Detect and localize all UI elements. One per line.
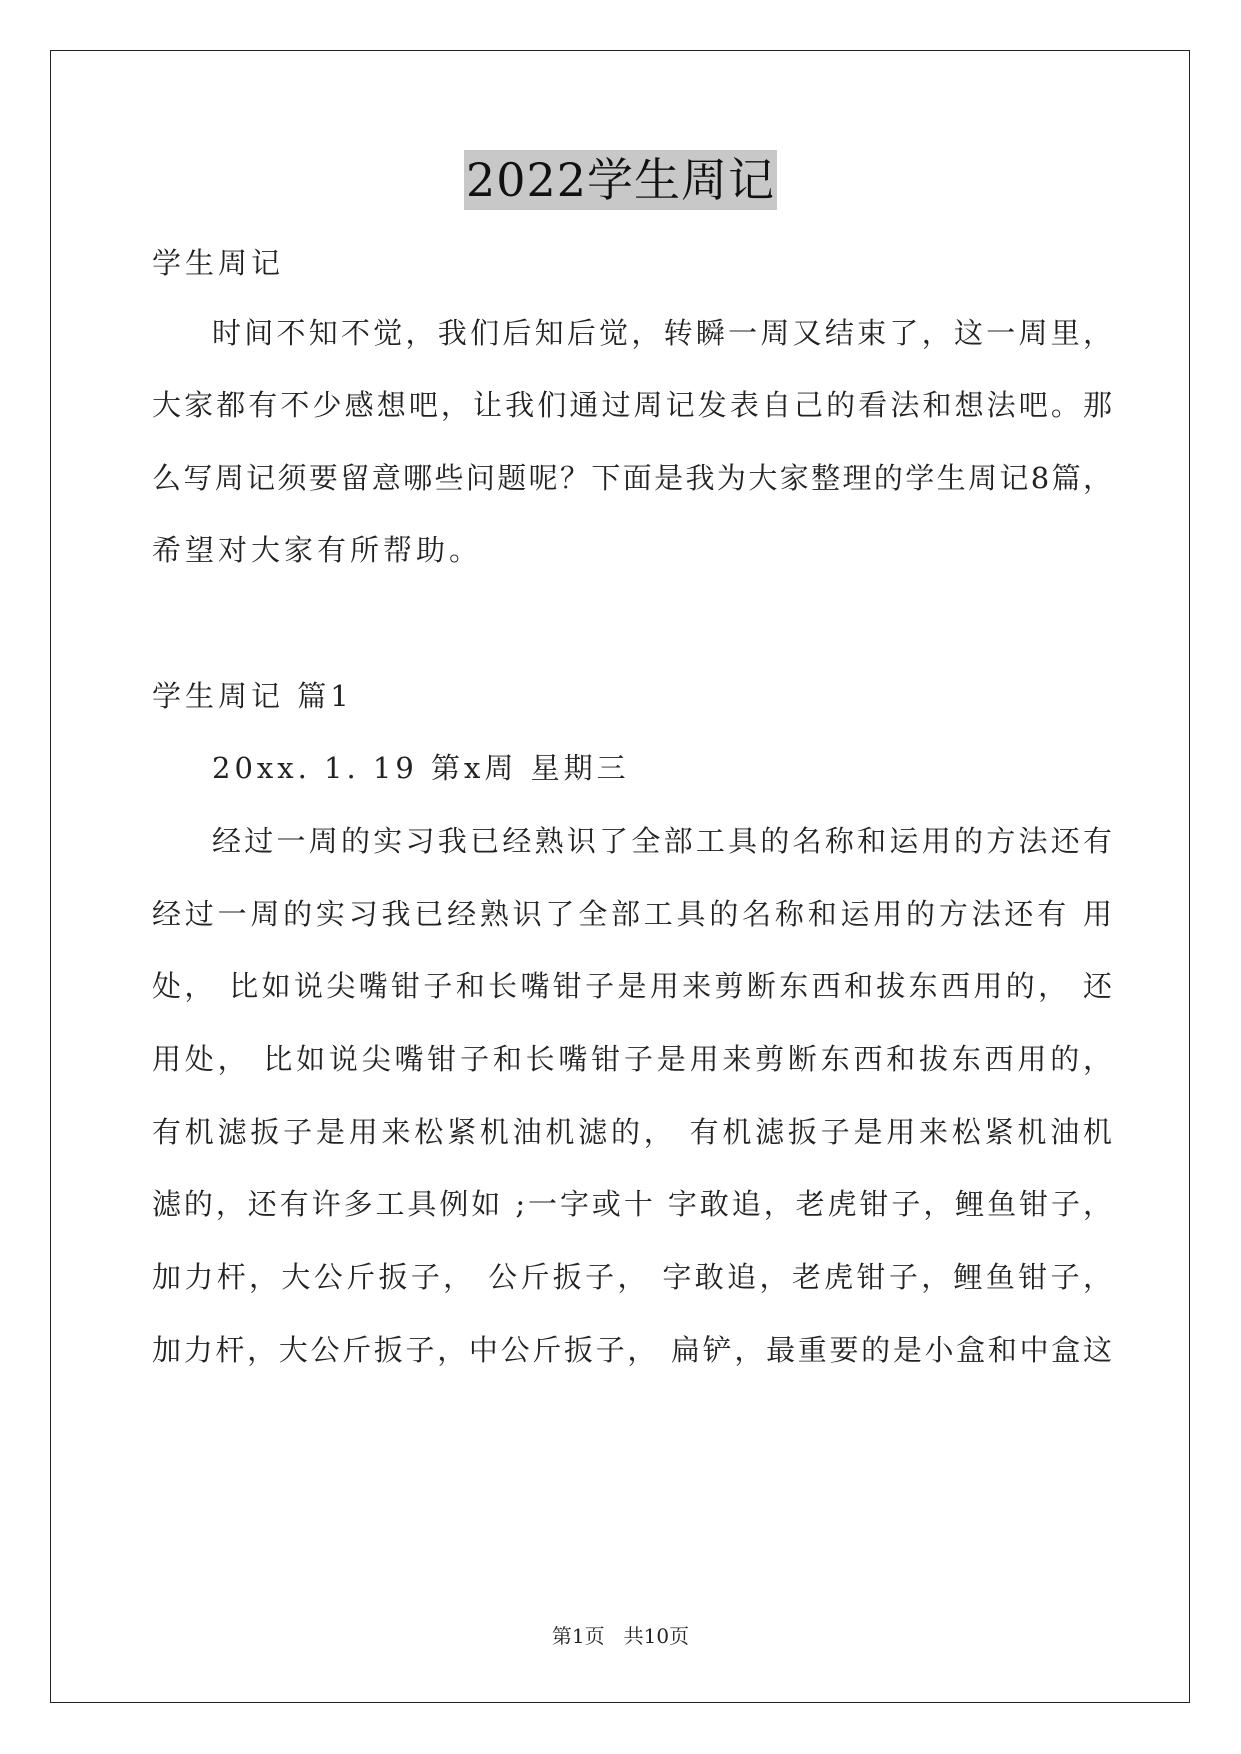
body-line: 经过一周的实习我已经熟识了全部工具的名称和运用的方法还有 [212,824,1112,858]
body-line: 用处， 比如说尖嘴钳子和长嘴钳子是用来剪断东西和拔东西用的， [152,1042,1112,1076]
intro-line: 大家都有不少感想吧，让我们通过周记发表自己的看法和想法吧。那 [152,388,1112,422]
body-line: 加力杆，大公斤扳子，中公斤扳子， 扁铲，最重要的是小盒和中盒这 [152,1333,1112,1367]
document-subtitle: 学生周记 [152,246,285,280]
document-title: 2022学生周记 [464,150,777,210]
body-line: 处， 比如说尖嘴钳子和长嘴钳子是用来剪断东西和拔东西用的， 还 [152,969,1112,1003]
page-footer: 第1页 共10页 [551,1624,690,1648]
body-line: 加力杆，大公斤扳子， 公斤扳子， 字敢追，老虎钳子，鲤鱼钳子， [152,1260,1112,1294]
entry-date: 20xx. 1. 19 第x周 星期三 [212,751,630,785]
body-line: 经过一周的实习我已经熟识了全部工具的名称和运用的方法还有 用 [152,897,1112,931]
body-line: 有机滤扳子是用来松紧机油机滤的， 有机滤扳子是用来松紧机油机 [152,1115,1112,1149]
section-heading: 学生周记 篇1 [152,679,353,713]
page-border [50,50,1190,1703]
intro-line: 时间不知不觉，我们后知后觉，转瞬一周又结束了，这一周里， [212,316,1112,350]
intro-line: 么写周记须要留意哪些问题呢？下面是我为大家整理的学生周记8篇， [152,461,1112,495]
title-container [0,150,1241,210]
intro-line: 希望对大家有所帮助。 [152,533,483,567]
body-line: 滤的，还有许多工具例如 ;一字或十 字敢追，老虎钳子，鲤鱼钳子， [152,1187,1112,1221]
